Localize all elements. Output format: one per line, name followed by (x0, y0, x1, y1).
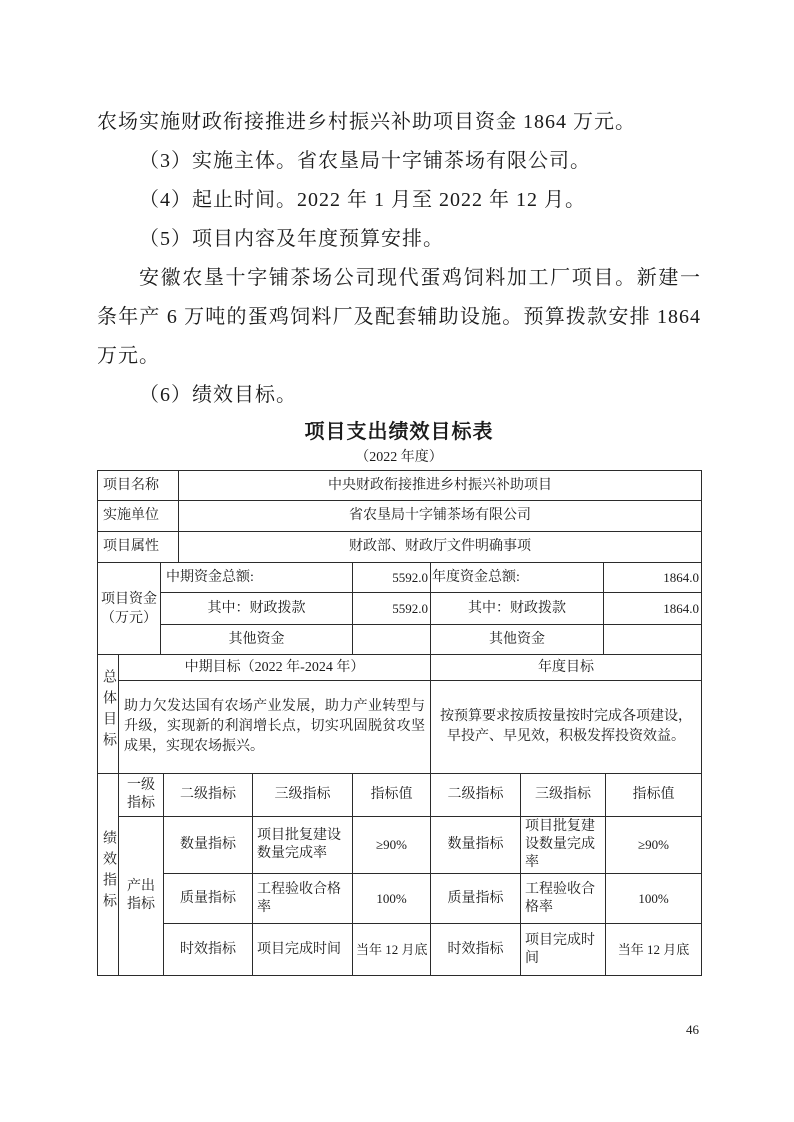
quantity-label-year: 数量指标 (431, 817, 521, 874)
timeliness-label-year: 时效指标 (431, 924, 521, 976)
project-funds-table (97, 562, 702, 655)
mid-goal-header: 中期目标（2022 年-2024 年） (119, 655, 431, 681)
table-title: 项目支出绩效目标表 (304, 421, 494, 443)
paragraph-item-3: （3）实施主体。省农垦局十字铺茶场有限公司。 (139, 150, 591, 172)
table-row (98, 563, 702, 593)
table-row (98, 501, 702, 532)
year-total-value: 1864.0 (604, 563, 702, 593)
year-other-label: 其他资金 (431, 625, 604, 655)
project-name-label: 项目名称 (98, 471, 179, 501)
year-fiscal-value: 1864.0 (604, 593, 702, 625)
header-level3-year: 三级指标 (521, 774, 606, 817)
performance-indicators-table (97, 773, 702, 976)
table-row (98, 532, 702, 563)
timeliness-metric-mid: 项目完成时间 (253, 924, 353, 976)
quantity-indicator-row (98, 817, 702, 874)
header-level1: 一级指标 (119, 774, 164, 817)
year-other-value (604, 625, 702, 655)
indicator-header-row (98, 774, 702, 817)
mid-total-value: 5592.0 (353, 563, 431, 593)
quality-metric-year: 工程验收合格率 (521, 874, 606, 924)
project-name-value: 中央财政衔接推进乡村振兴补助项目 (179, 471, 702, 501)
year-total-label: 年度资金总额: (431, 563, 604, 593)
quantity-metric-year: 项目批复建设数量完成率 (521, 817, 606, 874)
year-fiscal-label: 其中：财政拨款 (431, 593, 604, 625)
quantity-metric-mid: 项目批复建设数量完成率 (253, 817, 353, 874)
table-subtitle: （2022 年度） (355, 450, 443, 465)
timeliness-value-mid: 当年 12 月底 (353, 924, 431, 976)
quality-value-mid: 100% (353, 874, 431, 924)
mid-total-label: 中期资金总额: (161, 563, 353, 593)
page-content (97, 103, 701, 976)
table-row (98, 593, 702, 625)
table-row (98, 655, 702, 681)
project-attribute-label: 项目属性 (98, 532, 179, 563)
quality-value-year: 100% (606, 874, 702, 924)
header-level3-mid: 三级指标 (253, 774, 353, 817)
paragraph-item-6: （6）绩效目标。 (139, 384, 297, 406)
table-row (98, 625, 702, 655)
header-value-mid: 指标值 (353, 774, 431, 817)
quality-metric-mid: 工程验收合格率 (253, 874, 353, 924)
header-level2-year: 二级指标 (431, 774, 521, 817)
performance-indicator-label-text: 绩效指标 (101, 829, 116, 914)
quantity-label-mid: 数量指标 (164, 817, 253, 874)
project-attribute-value: 财政部、财政厅文件明确事项 (179, 532, 702, 563)
mid-fiscal-label: 其中：财政拨款 (161, 593, 353, 625)
quality-indicator-row (98, 874, 702, 924)
mid-fiscal-value: 5592.0 (353, 593, 431, 625)
header-level2-mid: 二级指标 (164, 774, 253, 817)
overall-goal-label (98, 655, 119, 774)
paragraph-project-desc: 安徽农垦十字铺茶场公司现代蛋鸡饲料加工厂项目。新建一条年产 6 万吨的蛋鸡饲料厂及配套辅助设施。预算拨款安排 1864 万元。 (97, 267, 701, 367)
paragraph-item-5: （5）项目内容及年度预算安排。 (139, 228, 444, 250)
overall-goal-label-text: 总体目标 (101, 669, 116, 753)
year-goal-text: 按预算要求按质按量按时完成各项建设，早投产、早见效，积极发挥投资效益。 (431, 681, 702, 774)
timeliness-indicator-row (98, 924, 702, 976)
performance-indicator-label (98, 774, 119, 976)
project-funds-label: 项目资金（万元） (98, 563, 161, 655)
quantity-value-mid: ≥90% (353, 817, 431, 874)
implement-unit-value: 省农垦局十字铺茶场有限公司 (179, 501, 702, 532)
overall-goals-table (97, 654, 702, 774)
quality-label-year: 质量指标 (431, 874, 521, 924)
quantity-value-year: ≥90% (606, 817, 702, 874)
paragraph-item-4: （4）起止时间。2022 年 1 月至 2022 年 12 月。 (139, 189, 586, 211)
mid-other-label: 其他资金 (161, 625, 353, 655)
timeliness-value-year: 当年 12 月底 (606, 924, 702, 976)
year-goal-header: 年度目标 (431, 655, 702, 681)
timeliness-metric-year: 项目完成时间 (521, 924, 606, 976)
output-indicator-cell: 产出指标 (119, 817, 164, 976)
paragraph-continuation: 农场实施财政衔接推进乡村振兴补助项目资金 1864 万元。 (97, 111, 636, 133)
mid-goal-text: 助力欠发达国有农场产业发展，助力产业转型与升级，实现新的利润增长点，切实巩固脱贫攻坚成果，实现农场振兴。 (119, 681, 431, 774)
header-value-year: 指标值 (606, 774, 702, 817)
table-row (98, 681, 702, 774)
implement-unit-label: 实施单位 (98, 501, 179, 532)
table-row (98, 471, 702, 501)
mid-other-value (353, 625, 431, 655)
quality-label-mid: 质量指标 (164, 874, 253, 924)
page-number: 46 (686, 1022, 699, 1037)
timeliness-label-mid: 时效指标 (164, 924, 253, 976)
basic-info-table (97, 470, 702, 563)
